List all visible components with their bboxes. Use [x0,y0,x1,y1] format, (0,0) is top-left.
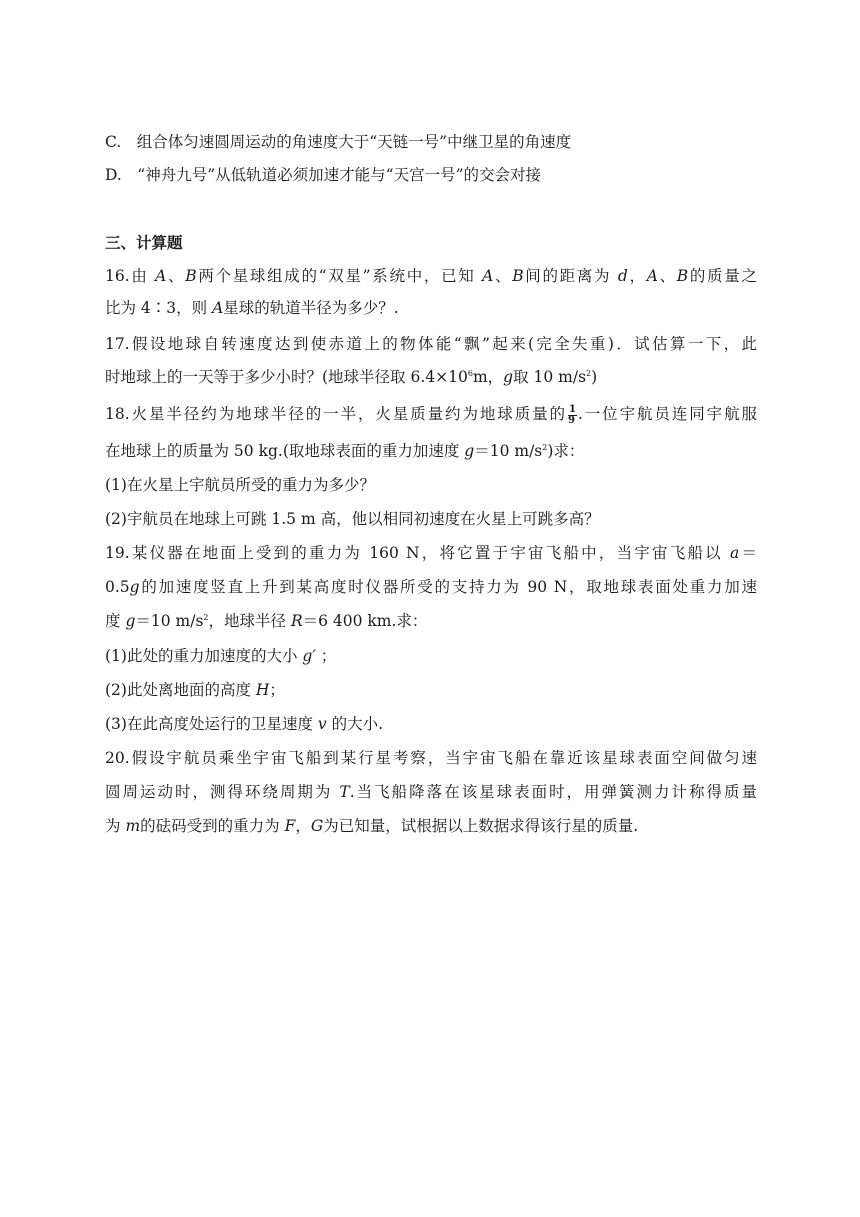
q19-line3: 度 g＝10 $m/s^2$，地球半径 R＝6 400 km.求： [105,612,428,630]
q19-part2: (2)此处离地面的高度 H； [105,681,285,699]
q20-line2: 圆周运动时，测得环绕周期为 T.当飞船降落在该星球表面时，用弹簧测力计称得质量 [105,783,757,801]
section-title: 三、计算题 [105,234,183,252]
q18-line2: 在地球上的质量为 50 kg.(取地球表面的重力加速度 g＝10 $m/s^2$)求： [105,442,585,460]
q16-line2: 比为 4∶3，则 A星球的轨道半径为多少？. [105,299,399,317]
q18-part1: (1)在火星上宇航员所受的重力为多少？ [105,476,375,494]
q17-line1: 17.假设地球自转速度达到使赤道上的物体能“飘”起来(完全失重)．试估算一下，此 [105,335,757,353]
q18-line1: 18.火星半径约为地球半径的一半，火星质量约为地球质量的 $\frac{1}{9}$ .一位宇航员连同宇航服 [105,403,757,426]
q19-part3: (3)在此高度处运行的卫星速度 v 的大小. [105,715,384,733]
q17-line2: 时地球上的一天等于多少小时？(地球半径取 $6.4\times 10^6m$，g取 10 $m/s^2$) [105,368,598,386]
q19-line2: 0.5g的加速度竖直上升到某高度时仪器所受的支持力为 90 N，取地球表面处重力加速 [105,578,757,596]
q16-line1: 16.由 A、B两个星球组成的“双星”系统中，已知 A、B间的距离为 d，A、B的质量之 [105,267,757,285]
q20-line3: 为 m的砝码受到的重力为 F，G为已知量，试根据以上数据求得该行星的质量. [105,817,639,835]
q19-line1: 19.某仪器在地面上受到的重力为 160 N，将它置于宇宙飞船中，当宇宙飞船以 a＝ [105,544,757,562]
option-c: C. 组合体匀速圆周运动的角速度大于“天链一号”中继卫星的角速度 [105,133,572,151]
option-d: D. “神舟九号”从低轨道必须加速才能与“天宫一号”的交会对接 [105,166,541,184]
q20-line1: 20.假设宇航员乘坐宇宙飞船到某行星考察，当宇宙飞船在靠近该星球表面空间做匀速 [105,749,757,767]
q19-part1: (1)此处的重力加速度的大小 g′ ； [105,647,337,665]
fraction-one-ninth: $\frac{1}{9}$ [567,403,576,426]
q18-part2: (2)宇航员在地球上可跳 1.5 m 高，他以相同初速度在火星上可跳多高？ [105,510,600,528]
